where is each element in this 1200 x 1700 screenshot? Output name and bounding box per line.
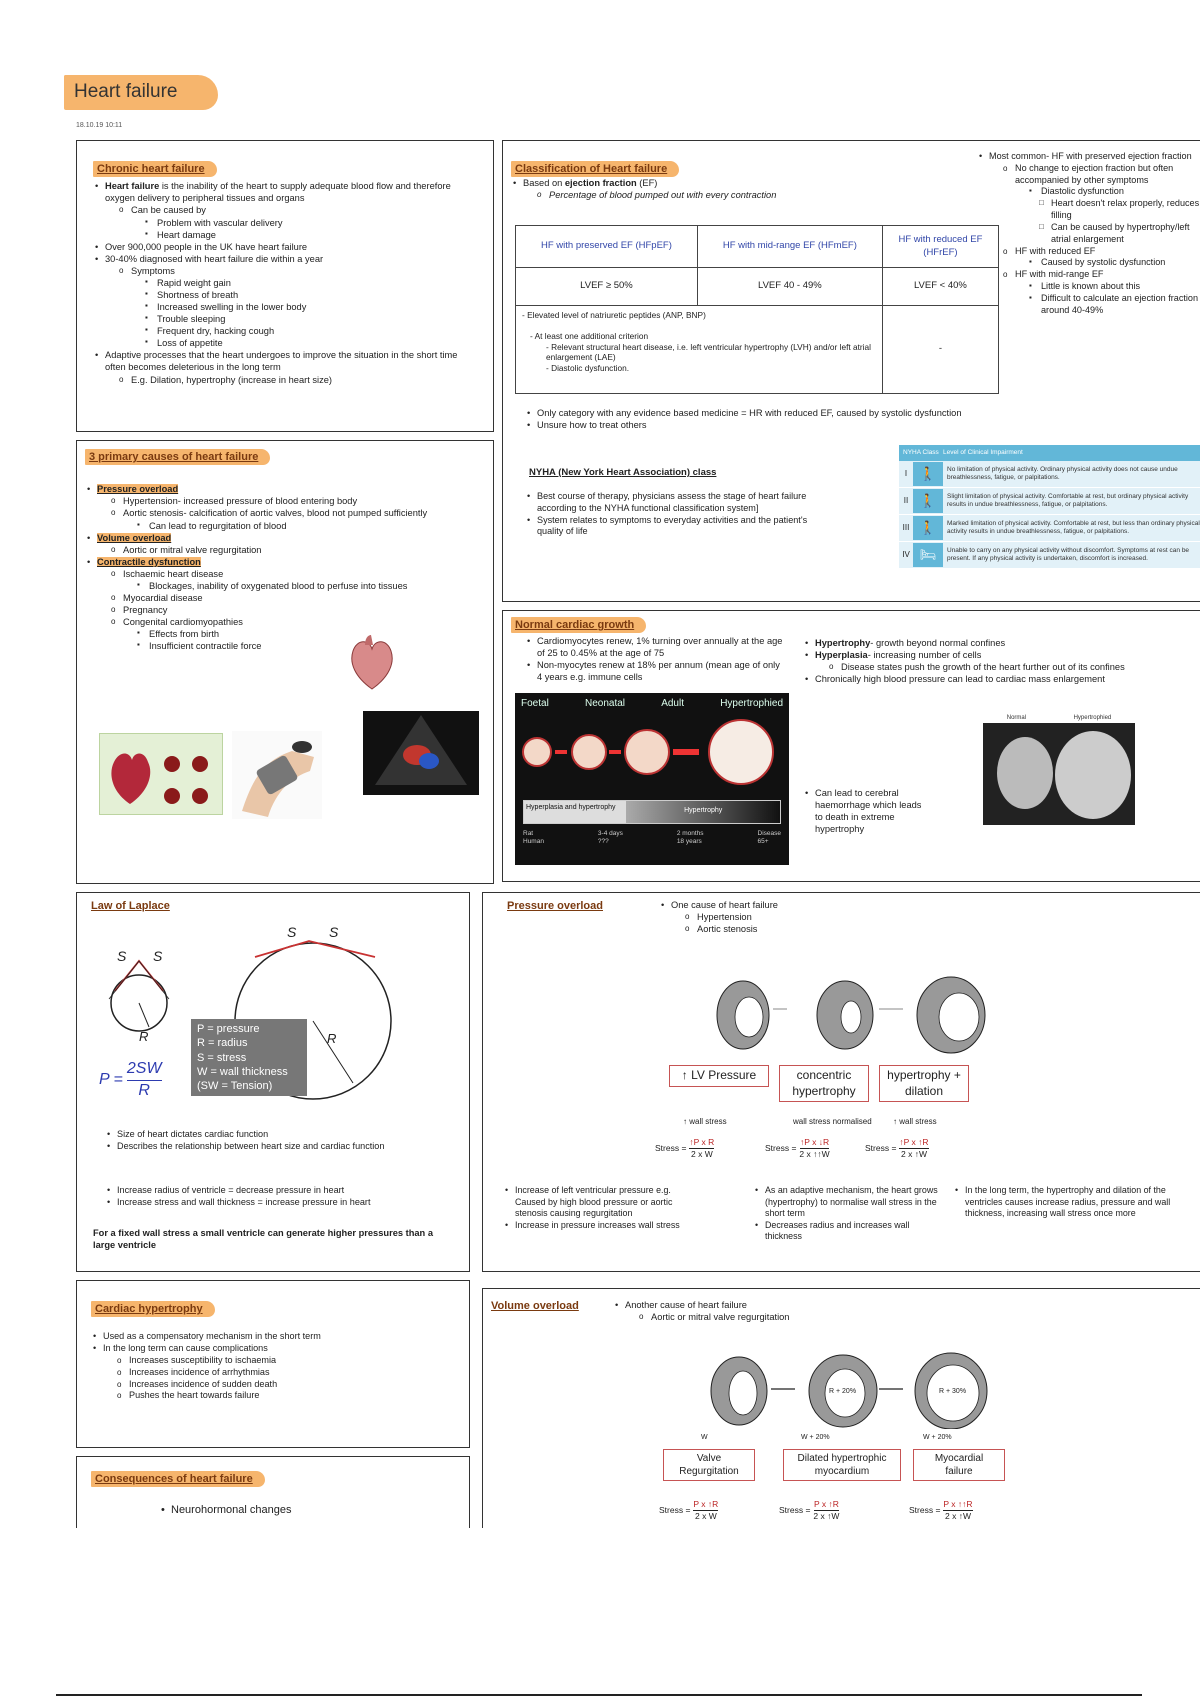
classification-intro: • Based on ejection fraction (EF) — [511, 177, 1188, 189]
classification-below-1: • Only category with any evidence based medicine = HR with reduced EF, caused by systolic dysfunction — [525, 407, 1005, 419]
stage-neonatal: Neonatal — [584, 698, 626, 709]
laplace-r-small: R — [139, 1029, 149, 1044]
stage-hypertrophied: Hypertrophied — [720, 698, 783, 709]
nyha-row — [899, 461, 1200, 488]
growth-right-item: • Hyperplasia- increasing number of cells — [803, 649, 1183, 661]
growth-hearts — [515, 714, 789, 790]
pressure-stress-formula: Stress = $\frac{\text{↑P x ↑R}}{2 x ↑W}$ — [865, 1137, 929, 1160]
growth-right-item: o Disease states push the growth of the heart further out of its confines — [829, 661, 1183, 673]
classification-right-item: □ Heart doesn't relax properly, reduces filling — [1039, 198, 1200, 222]
causes-item: o Congenital cardiomyopathies — [111, 616, 479, 628]
chronic-item: ▪ Heart damage — [145, 229, 479, 241]
chronic-item: o Symptoms — [119, 265, 479, 277]
classification-right-item: ▪ Diastolic dysfunction — [1029, 186, 1200, 198]
growth-right-item: • Hypertrophy- growth beyond normal confines — [803, 637, 1183, 649]
pressure-stage-label: hypertrophy + dilation — [879, 1065, 969, 1102]
causes-item: o Aortic stenosis- calcification of aortic valves, blood not pumped sufficiently — [111, 507, 479, 519]
pressure-stress-note: ↑ wall stress — [683, 1117, 727, 1126]
volume-hearts — [703, 1339, 993, 1429]
scale-human: Human — [523, 838, 544, 846]
nyha-class-number: III — [902, 522, 910, 532]
classification-right-list — [977, 151, 1200, 316]
nyha-item-2: • System relates to symptoms to everyday activities and the patient's quality of life — [525, 515, 829, 539]
legend-w: W = wall thickness — [197, 1065, 288, 1078]
ef-criteria-b: - At least one additional criterion — [530, 330, 649, 341]
scale-3b: 65+ — [757, 838, 769, 846]
volume-top-item: o Aortic or mitral valve regurgitation — [639, 1311, 913, 1323]
heart-image — [347, 633, 397, 691]
laplace-heading: Law of Laplace — [91, 900, 170, 912]
laplace-s-small-left: S — [117, 948, 127, 964]
laplace-s-small-right: S — [153, 948, 163, 964]
growth-right-list — [803, 637, 1183, 685]
nyha-list — [525, 491, 829, 538]
volume-radius-label: R + 30% — [939, 1388, 967, 1395]
hypertrophy-item: • In the long term can cause complications — [91, 1343, 455, 1355]
nyha-description: Unable to carry on any physical activity without discomfort. Symptoms at rest can be present. If any physical activity is undertaken, discomfort is increased. — [947, 546, 1190, 562]
hypertrophy-heading: Cardiac hypertrophy — [91, 1301, 215, 1317]
volume-heading: Volume overload — [491, 1300, 579, 1312]
chronic-list — [93, 180, 479, 385]
classification-right-item: o HF with reduced EF — [1003, 246, 1200, 258]
nyha-table-header — [899, 445, 1200, 461]
pressure-top-list — [659, 899, 899, 935]
growth-diagram — [515, 693, 789, 865]
classification-right-item: o No change to ejection fraction but often accompanied by other symptoms — [1003, 163, 1200, 187]
xray-hypertrophied-label: Hypertrophied — [1073, 715, 1112, 721]
nyha-row — [899, 515, 1200, 542]
pressure-section — [482, 892, 1200, 1272]
pressure-stress-formula: Stress = $\frac{\text{↑P x ↓R}}{2 x ↑↑W}$ — [765, 1137, 830, 1160]
nyha-rows — [899, 461, 1200, 569]
classification-heading: Classification of Heart failure — [511, 161, 679, 177]
nyha-class-number: II — [903, 495, 909, 505]
page-date: 18.10.19 10:11 — [76, 122, 123, 129]
classification-right-item: ▪ Caused by systolic dysfunction — [1029, 257, 1200, 269]
xray-normal-label: Normal — [1006, 715, 1027, 721]
nyha-table — [899, 445, 1200, 569]
scale-rat: Rat — [523, 830, 534, 837]
formula-num: 2SW — [127, 1059, 162, 1081]
pressure-col2-item-2: • Decreases radius and increases wall thickness — [753, 1220, 939, 1243]
causes-heading: 3 primary causes of heart failure — [85, 449, 270, 465]
causes-section — [76, 440, 494, 884]
pressure-heading: Pressure overload — [507, 900, 603, 912]
legend-r: R = radius — [197, 1037, 248, 1050]
chronic-item: ▪ Loss of appetite — [145, 337, 479, 349]
stage-adult: Adult — [661, 698, 684, 709]
aortic-valve-image — [99, 733, 223, 815]
growth-section — [502, 610, 1200, 882]
nyha-heading: NYHA (New York Heart Association) class — [529, 467, 717, 478]
nyha-description: No limitation of physical activity. Ordinary physical activity does not cause undue breathlessness, fatigue, or palpitations. — [947, 465, 1178, 481]
consequences-heading: Consequences of heart failure — [91, 1471, 265, 1487]
page-title: Heart failure — [64, 75, 218, 110]
pressure-hearts — [703, 959, 1003, 1055]
chronic-section — [76, 140, 494, 432]
ef-criteria-a: - Elevated level of natriuretic peptides (ANP, BNP) — [522, 310, 706, 320]
causes-item: o Myocardial disease — [111, 592, 479, 604]
laplace-s-big-right: S — [329, 924, 339, 940]
chronic-item: ▪ Shortness of breath — [145, 289, 479, 301]
pressure-col-3 — [953, 1185, 1193, 1220]
ef-lvef-reduced: LVEF < 40% — [882, 268, 998, 306]
causes-item: ▪ Insufficient contractile force — [137, 640, 479, 652]
classification-right-item: ▪ Little is known about this — [1029, 281, 1200, 293]
ef-criteria-cell — [516, 306, 883, 394]
laplace-item-3: • Increase radius of ventricle = decrease pressure in heart — [105, 1185, 455, 1197]
formula-lhs: P = — [99, 1070, 123, 1088]
ef-header-preserved: HF with preserved EF (HFpEF) — [516, 226, 698, 268]
pressure-col2-item-1: • As an adaptive mechanism, the heart grows (hypertrophy) to normalise wall stress in the short term — [753, 1185, 939, 1220]
chronic-item: • 30-40% diagnosed with heart failure die within a year — [93, 253, 479, 265]
ef-criteria-dash: - — [882, 306, 998, 394]
hypertrophy-item: o Increases incidence of arrhythmias — [117, 1367, 455, 1379]
volume-stress-formula: Stress = $\frac{\text{P x ↑↑R}}{2 x ↑W}$ — [909, 1499, 973, 1522]
laplace-section — [76, 892, 470, 1272]
consequences-section — [76, 1456, 470, 1528]
laplace-r-big: R — [327, 1031, 337, 1046]
ef-criteria-c: - Relevant structural heart disease, i.e. left ventricular hypertrophy (LVH) and/or left atrial enlargement (LAE) — [546, 341, 871, 363]
classification-below-2: • Unsure how to treat others — [525, 419, 1005, 431]
nyha-class-number: I — [904, 468, 908, 478]
bar-hyperplasia: Hyperplasia and hypertrophy — [524, 801, 626, 823]
growth-bar — [523, 800, 781, 824]
pressure-col-2 — [753, 1185, 939, 1243]
legend-p: P = pressure — [197, 1023, 260, 1035]
chronic-item: o E.g. Dilation, hypertrophy (increase in heart size) — [119, 374, 479, 386]
pressure-col-1 — [503, 1185, 683, 1231]
volume-stage-label: Myocardial failure — [913, 1449, 1005, 1481]
volume-stage-label: Valve Regurgitation — [663, 1449, 755, 1481]
pressure-stage-label: ↑ LV Pressure — [669, 1065, 769, 1087]
causes-item: • Volume overload — [85, 532, 479, 544]
hypertrophy-item: o Increases incidence of sudden death — [117, 1379, 455, 1391]
volume-stage-label: Dilated hypertrophic myocardium — [783, 1449, 901, 1481]
consequences-item-1: • Neurohormonal changes — [159, 1503, 455, 1517]
chronic-item: ▪ Frequent dry, hacking cough — [145, 325, 479, 337]
pressure-stress-formula: Stress = $\frac{\text{↑P x R}}{\text{2 x W}}$ — [655, 1137, 715, 1160]
causes-item: o Ischaemic heart disease — [111, 568, 479, 580]
classification-section — [502, 140, 1200, 602]
laplace-conclusion: For a fixed wall stress a small ventricle can generate higher pressures than a large ventricle — [93, 1228, 433, 1251]
causes-item: ▪ Effects from birth — [137, 628, 479, 640]
hypertrophy-list — [91, 1331, 455, 1402]
hypertrophy-section — [76, 1280, 470, 1448]
growth-left-list — [525, 635, 783, 683]
bottom-rule — [56, 1694, 1142, 1696]
laplace-item-4: • Increase stress and wall thickness = increase pressure in heart — [105, 1197, 455, 1209]
laplace-items-2 — [105, 1185, 455, 1209]
scale-1b: ??? — [597, 838, 609, 846]
pressure-stage-label: concentric hypertrophy — [779, 1065, 869, 1102]
pressure-col1-item-2: • Increase in pressure increases wall stress — [503, 1220, 683, 1232]
blood-pressure-image — [232, 731, 322, 819]
legend-s: S = stress — [197, 1051, 247, 1064]
hypertrophy-item: o Pushes the heart towards failure — [117, 1390, 455, 1402]
volume-wall-label: W + 20% — [923, 1434, 952, 1441]
chronic-item: • Over 900,000 people in the UK have heart failure — [93, 241, 479, 253]
classification-right-item: • Most common- HF with preserved ejection fraction — [977, 151, 1200, 163]
nyha-col-level: Level of Clinical Impairment — [943, 448, 1023, 456]
chronic-item: ▪ Problem with vascular delivery — [145, 217, 479, 229]
laplace-formula — [99, 1059, 162, 1102]
chronic-item: ▪ Increased swelling in the lower body — [145, 301, 479, 313]
causes-item: • Pressure overload — [85, 483, 479, 495]
volume-wall-label: W + 20% — [801, 1434, 830, 1441]
chronic-item: • Adaptive processes that the heart undergoes to improve the situation in the short time often becomes deleterious in the long term — [93, 349, 479, 373]
hypertrophy-item: o Increases susceptibility to ischaemia — [117, 1355, 455, 1367]
volume-radius-label: R + 20% — [829, 1388, 857, 1395]
laplace-item-1: • Size of heart dictates cardiac function — [105, 1129, 455, 1141]
ef-criteria-d: - Diastolic dysfunction. — [546, 363, 630, 374]
laplace-s-big-left: S — [287, 924, 297, 940]
volume-stress-formula: Stress = $\frac{\text{P x ↑R}}{2 x ↑W}$ — [779, 1499, 840, 1522]
ef-header-midrange: HF with mid-range EF (HFmEF) — [697, 226, 882, 268]
causes-list — [85, 483, 479, 652]
nyha-item-1: • Best course of therapy, physicians assess the stage of heart failure according to the NYHA functional classification system] — [525, 491, 829, 515]
resting-person-icon: 🛏 — [913, 543, 943, 567]
walking-person-icon: 🚶 — [913, 462, 943, 486]
consequences-list — [159, 1503, 455, 1517]
laplace-legend — [191, 1019, 307, 1096]
nyha-row — [899, 488, 1200, 515]
nyha-description: Marked limitation of physical activity. Comfortable at rest, but less than ordinary physical activity results in undue breathlessness, fatigue, or palpitations. — [947, 519, 1200, 535]
legend-sw: (SW = Tension) — [197, 1080, 273, 1093]
walking-person-icon: 🚶 — [913, 516, 943, 540]
scale-2a: 2 months — [676, 830, 704, 837]
causes-item: ▪ Can lead to regurgitation of blood — [137, 520, 479, 532]
stage-foetal: Foetal — [521, 698, 549, 709]
chronic-heading: Chronic heart failure — [93, 161, 217, 177]
nyha-col-class: NYHA Class — [903, 448, 939, 456]
volume-top-list — [613, 1299, 913, 1323]
hypertrophy-item: • Used as a compensatory mechanism in the short term — [91, 1331, 455, 1343]
echo-image — [363, 711, 479, 795]
volume-wall-label: W — [701, 1434, 708, 1441]
pressure-stress-note: wall stress normalised — [793, 1117, 872, 1126]
classification-right-item: □ Can be caused by hypertrophy/left atrial enlargement — [1039, 222, 1200, 246]
laplace-items-1 — [105, 1129, 455, 1153]
walking-person-icon: 🚶 — [913, 489, 943, 513]
nyha-description: Slight limitation of physical activity. Comfortable at rest, but ordinary physical activity results in undue breathlessness, fatigue, or palpitations. — [947, 492, 1189, 508]
scale-3a: Disease — [757, 830, 781, 837]
ef-lvef-midrange: LVEF 40 - 49% — [697, 268, 882, 306]
growth-cerebral — [803, 787, 923, 835]
pressure-col3-item-1: • In the long term, the hypertrophy and dilation of the ventricles causes increase radius, pressure and wall thickness, increasing wall stress once more — [953, 1185, 1193, 1220]
hypertrophy-photo — [983, 715, 1135, 825]
classification-below — [525, 407, 1005, 431]
pressure-top-item: o Aortic stenosis — [685, 923, 899, 935]
laplace-item-2: • Describes the relationship between heart size and cardiac function — [105, 1141, 455, 1153]
classification-right-item: ▪ Difficult to calculate an ejection fraction around 40-49% — [1029, 293, 1200, 317]
chronic-item: o Can be caused by — [119, 204, 479, 216]
bar-hypertrophy: Hypertrophy — [626, 801, 780, 823]
classification-intro-sub: o Percentage of blood pumped out with every contraction — [537, 189, 1188, 201]
pressure-stress-note: ↑ wall stress — [893, 1117, 937, 1126]
volume-section — [482, 1288, 1200, 1528]
pressure-top-item: • One cause of heart failure — [659, 899, 899, 911]
page-title-wrap — [64, 80, 218, 105]
ef-lvef-preserved: LVEF ≥ 50% — [516, 268, 698, 306]
causes-item: o Pregnancy — [111, 604, 479, 616]
ef-header-reduced: HF with reduced EF (HFrEF) — [882, 226, 998, 268]
chronic-item: ▪ Trouble sleeping — [145, 313, 479, 325]
growth-scale — [515, 824, 789, 853]
causes-item: • Contractile dysfunction — [85, 556, 479, 568]
classification-right-item: o HF with mid-range EF — [1003, 269, 1200, 281]
causes-item: ▪ Blockages, inability of oxygenated blood to perfuse into tissues — [137, 580, 479, 592]
ef-table — [515, 225, 999, 394]
volume-stress-formula: Stress = $\frac{\text{P x ↑R}}{\text{2 x W}}$ — [659, 1499, 719, 1522]
growth-right-item: • Chronically high blood pressure can lead to cardiac mass enlargement — [803, 673, 1183, 685]
growth-heading: Normal cardiac growth — [511, 617, 646, 633]
nyha-class-number: IV — [902, 549, 910, 559]
causes-item: o Aortic or mitral valve regurgitation — [111, 544, 479, 556]
scale-1a: 3-4 days — [597, 830, 623, 837]
pressure-col1-item-1: • Increase of left ventricular pressure e.g. Caused by high blood pressure or aortic stenosis causing regurgitation — [503, 1185, 683, 1220]
chronic-item: • Heart failure is the inability of the heart to supply adequate blood flow and therefore oxygen delivery to peripheral tissues and organs — [93, 180, 479, 204]
scale-2b: 18 years — [676, 838, 702, 846]
formula-den: R — [138, 1081, 150, 1099]
nyha-row — [899, 542, 1200, 569]
growth-cerebral-item: • Can lead to cerebral haemorrhage which leads to death in extreme hypertrophy — [803, 787, 923, 835]
growth-left-1: • Cardiomyocytes renew, 1% turning over annually at the age of 25 to 0.45% at the age of 75 — [525, 635, 783, 659]
causes-item: o Hypertension- increased pressure of blood entering body — [111, 495, 479, 507]
volume-top-item: • Another cause of heart failure — [613, 1299, 913, 1311]
growth-left-2: • Non-myocytes renew at 18% per annum (mean age of only 4 years e.g. immune cells — [525, 659, 783, 683]
chronic-item: ▪ Rapid weight gain — [145, 277, 479, 289]
pressure-top-item: o Hypertension — [685, 911, 899, 923]
